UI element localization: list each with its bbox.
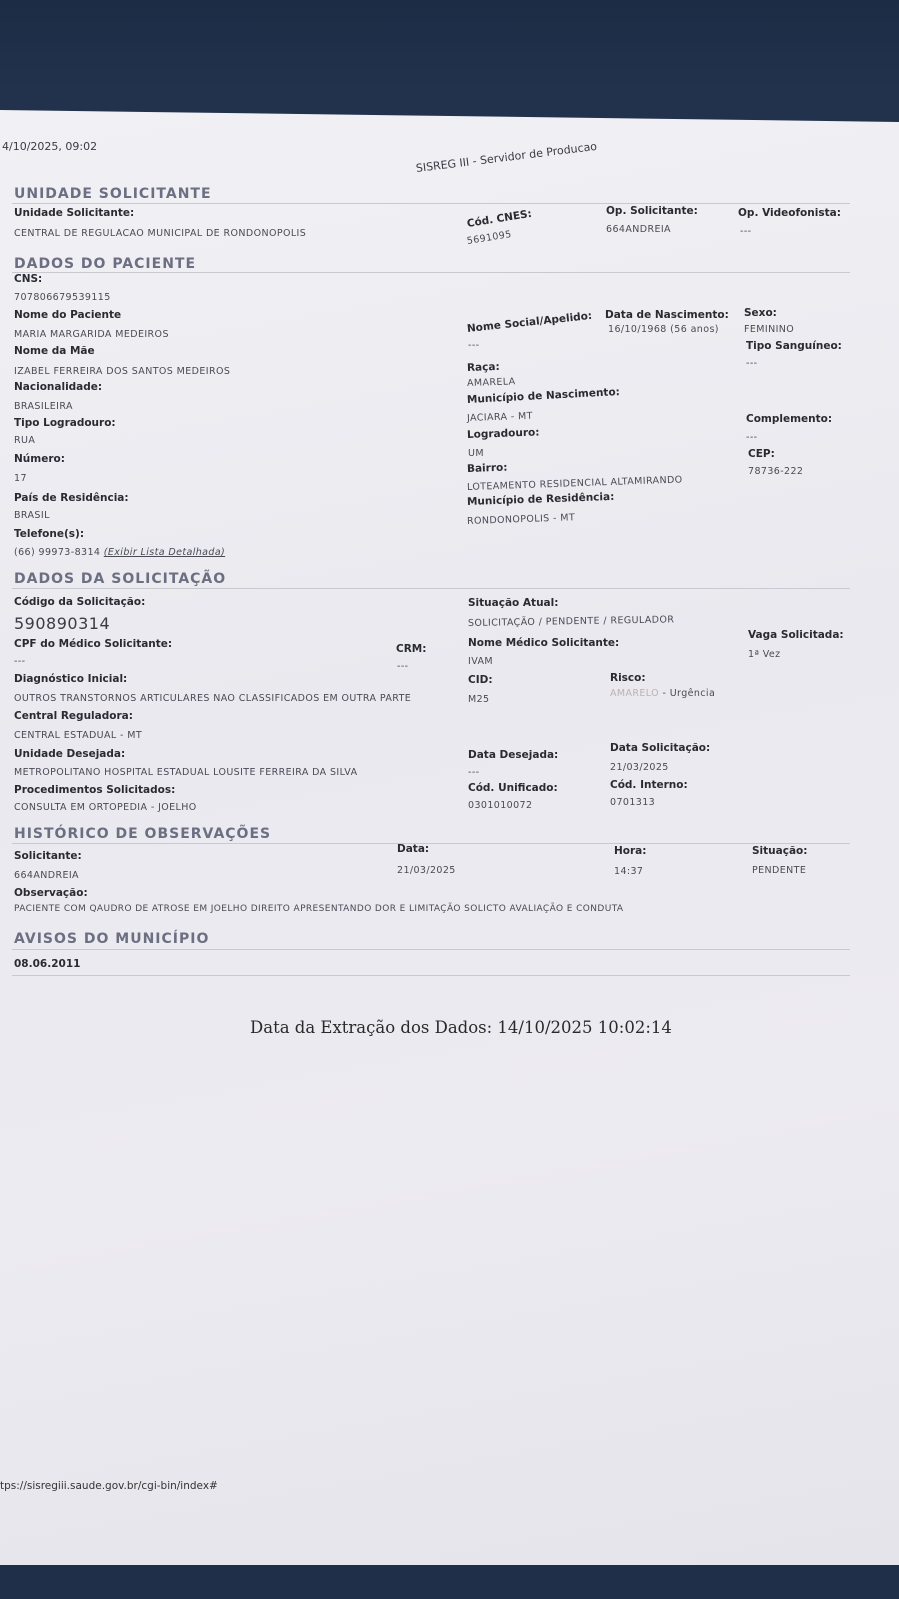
codigo-unificado-label: Cód. Unificado: [468, 782, 558, 794]
tipo-logradouro-label: Tipo Logradouro: [14, 417, 116, 429]
observacao-label: Observação: [14, 887, 88, 899]
tipo-sanguineo-label: Tipo Sanguíneo: [746, 340, 842, 352]
risco-color: AMARELO [610, 688, 660, 699]
municipio-residencia-label: Município de Residência: [466, 490, 615, 508]
procedimentos-label: Procedimentos Solicitados: [14, 784, 176, 796]
crm-label: CRM: [396, 643, 427, 655]
diagnostico-label: Diagnóstico Inicial: [14, 673, 128, 685]
procedimentos-value: CONSULTA EM ORTOPEDIA - JOELHO [14, 802, 197, 813]
section-dados-solicitacao: DADOS DA SOLICITAÇÃO [14, 571, 227, 587]
numero-label: Número: [14, 453, 65, 465]
divider [12, 843, 850, 844]
tipo-logradouro-value: RUA [14, 435, 36, 446]
crm-value: --- [397, 661, 409, 672]
pais-residencia-label: País de Residência: [14, 492, 129, 504]
logradouro-value: UM [468, 448, 484, 459]
nome-social-value: --- [468, 340, 480, 351]
numero-value: 17 [14, 473, 27, 484]
complemento-label: Complemento: [746, 413, 833, 425]
pais-residencia-value: BRASIL [14, 510, 50, 521]
op-videofonista-label: Op. Videofonista: [738, 207, 841, 219]
logradouro-label: Logradouro: [466, 426, 540, 441]
bairro-value: LOTEAMENTO RESIDENCIAL ALTAMIRANDO [466, 474, 683, 493]
data-nascimento-value: 16/10/1968 (56 anos) [608, 324, 719, 335]
raca-value: AMARELA [466, 376, 516, 389]
section-avisos-municipio: AVISOS DO MUNICÍPIO [14, 931, 210, 947]
unidade-solicitante-value: CENTRAL DE REGULACAO MUNICIPAL DE RONDONOPOLIS [14, 228, 307, 239]
observacao-value: PACIENTE COM QAUDRO DE ATROSE EM JOELHO DIREITO APRESENTANDO DOR E LIMITAÇÃO SOLICTO AVALIAÇÃO E CONDUTA [14, 904, 624, 914]
nacionalidade-label: Nacionalidade: [14, 381, 103, 393]
municipio-residencia-value: RONDONOPOLIS - MT [466, 512, 576, 527]
cnes-value: 5691095 [466, 229, 513, 247]
risco-label: Risco: [610, 672, 646, 684]
raca-label: Raça: [466, 360, 500, 374]
divider [12, 975, 850, 976]
telefone-label: Telefone(s): [14, 528, 85, 540]
risco-row [610, 688, 715, 699]
cid-value: M25 [468, 694, 490, 705]
historico-solicitante-value: 664ANDREIA [14, 870, 79, 881]
codigo-interno-label: Cód. Interno: [610, 779, 688, 791]
risco-value: - Urgência [662, 688, 716, 699]
cpf-medico-label: CPF do Médico Solicitante: [14, 638, 173, 650]
sexo-value: FEMININO [744, 324, 795, 335]
codigo-solicitacao-value: 590890314 [14, 614, 111, 633]
cnes-label: Cód. CNES: [466, 207, 533, 230]
nacionalidade-value: BRASILEIRA [14, 401, 73, 412]
nome-medico-label: Nome Médico Solicitante: [468, 637, 620, 649]
central-reguladora-label: Central Reguladora: [14, 710, 133, 722]
historico-situacao-label: Situação: [752, 845, 808, 857]
situacao-atual-value: SOLICITAÇÃO / PENDENTE / REGULADOR [467, 614, 675, 629]
system-title: SISREG III - Servidor de Producao [415, 139, 598, 175]
historico-data-label: Data: [397, 843, 430, 855]
historico-hora-value: 14:37 [614, 866, 644, 877]
nome-paciente-value: MARIA MARGARIDA MEDEIROS [14, 329, 169, 340]
cpf-medico-value: --- [14, 656, 26, 667]
divider [12, 588, 850, 589]
data-nascimento-label: Data de Nascimento: [605, 309, 729, 321]
nome-mae-value: IZABEL FERREIRA DOS SANTOS MEDEIROS [14, 366, 231, 377]
print-datetime: 4/10/2025, 09:02 [2, 140, 98, 153]
unidade-desejada-value: METROPOLITANO HOSPITAL ESTADUAL LOUSITE FERREIRA DA SILVA [14, 767, 358, 778]
sexo-label: Sexo: [744, 307, 777, 319]
codigo-unificado-value: 0301010072 [468, 800, 533, 811]
data-desejada-value: --- [468, 767, 480, 778]
central-reguladora-value: CENTRAL ESTADUAL - MT [14, 730, 143, 741]
divider [12, 272, 850, 273]
vaga-solicitada-label: Vaga Solicitada: [748, 629, 844, 641]
cep-label: CEP: [748, 448, 775, 460]
op-solicitante-value: 664ANDREIA [606, 224, 671, 235]
unidade-solicitante-label: Unidade Solicitante: [14, 207, 135, 219]
codigo-interno-value: 0701313 [610, 797, 656, 808]
vaga-solicitada-value: 1ª Vez [748, 649, 781, 660]
unidade-desejada-label: Unidade Desejada: [14, 748, 126, 760]
data-extracao: Data da Extração dos Dados: 14/10/2025 10:02:14 [250, 1018, 672, 1037]
tipo-sanguineo-value: --- [746, 358, 758, 369]
municipio-nascimento-value: JACIARA - MT [466, 410, 534, 424]
exibir-lista-link[interactable]: (Exibir Lista Detalhada) [103, 547, 226, 558]
complemento-value: --- [746, 432, 758, 443]
codigo-solicitacao-label: Código da Solicitação: [14, 596, 146, 608]
section-unidade-solicitante: UNIDADE SOLICITANTE [14, 186, 212, 202]
telefone-row [14, 547, 225, 558]
nome-paciente-label: Nome do Paciente [14, 309, 122, 321]
data-desejada-label: Data Desejada: [468, 749, 559, 761]
telefone-value: (66) 99973-8314 [14, 547, 101, 558]
divider [12, 949, 850, 950]
data-solicitacao-label: Data Solicitação: [610, 742, 711, 754]
divider [12, 203, 850, 204]
section-historico-observacoes: HISTÓRICO DE OBSERVAÇÕES [14, 826, 272, 842]
cid-label: CID: [468, 674, 493, 686]
data-solicitacao-value: 21/03/2025 [610, 762, 669, 773]
nome-mae-label: Nome da Mãe [14, 345, 95, 357]
avisos-value: 08.06.2011 [14, 958, 81, 970]
historico-data-value: 21/03/2025 [397, 865, 456, 876]
diagnostico-value: OUTROS TRANSTORNOS ARTICULARES NAO CLASSIFICADOS EM OUTRA PARTE [14, 693, 412, 704]
historico-hora-label: Hora: [614, 845, 647, 857]
cns-value: 707806679539115 [14, 292, 111, 303]
bairro-label: Bairro: [466, 461, 508, 475]
situacao-atual-label: Situação Atual: [468, 597, 559, 609]
historico-situacao-value: PENDENTE [752, 865, 807, 876]
municipio-nascimento-label: Município de Nascimento: [466, 386, 621, 406]
nome-social-label: Nome Social/Apelido: [466, 309, 593, 335]
page-url: tps://sisregiii.saude.gov.br/cgi-bin/index# [0, 1480, 218, 1492]
cep-value: 78736-222 [748, 466, 804, 477]
historico-solicitante-label: Solicitante: [14, 850, 82, 862]
cns-label: CNS: [14, 273, 43, 285]
section-dados-paciente: DADOS DO PACIENTE [14, 256, 197, 272]
nome-medico-value: IVAM [468, 656, 493, 667]
op-videofonista-value: --- [740, 226, 752, 237]
op-solicitante-label: Op. Solicitante: [606, 205, 698, 217]
